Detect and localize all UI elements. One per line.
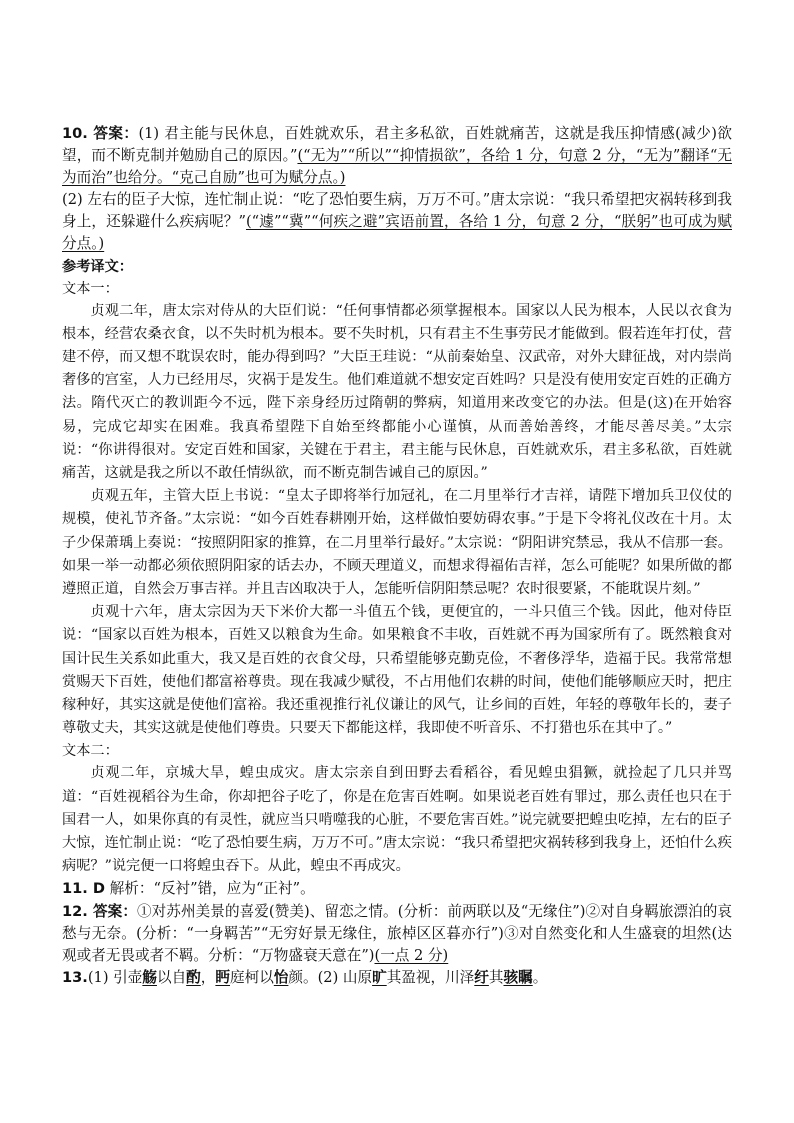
q13-text: 庭柯以 [230, 968, 274, 986]
q13-key-word: 怡 [273, 968, 289, 986]
q13-label: 13. [62, 968, 88, 986]
q13-key-word: 觞 [142, 968, 157, 986]
q12 [62, 901, 732, 967]
q11-label: 11. D [62, 880, 106, 898]
q10-part2-scoring-note: (“遽”“冀”“何疾之避”宾语前置，各给 1 分，句意 2 分，“朕躬”也可成为赋分点。) [62, 213, 732, 253]
q10-part1-scoring-note: (“无为”“所以”“抑情损欲”，各给 1 分，句意 2 分，“无为”翻译“无为而治”也给分。“克己自励”也可为赋分点。) [62, 147, 732, 187]
q13-text: 颜。(2) 山原 [288, 968, 373, 986]
q12-label: 12. 答案： [62, 902, 137, 920]
answer-page [62, 123, 732, 989]
text1-label: 文本一： [62, 280, 119, 297]
q13-text: 其盈视，川泽 [386, 968, 475, 986]
q10-part1-answer: (1) 君主能与民休息，百姓就欢乐，君主多私欲，百姓就痛苦，这就是我压抑情感(减少)欲望，而不断克制并勉励自己的原因。” [62, 125, 733, 165]
q13-text: 其 [488, 968, 504, 986]
reference-translation-heading: 参考译文： [62, 258, 133, 275]
q13-text: 以自 [156, 968, 187, 986]
text1-paragraph-3: 贞观十六年，唐太宗因为天下米价大都一斗值五个钱，更便宜的，一斗只值三个钱。因此，他对侍臣说：“国家以百姓为根本，百姓又以粮食为生命。如果粮食不丰收，百姓就不再为国家所有了。既然粮食对国计民生关系如此重大，我又是百姓的衣食父母，只希望能够克勤克俭，不奢侈浮华，造福于民。我常常想赏赐天下百姓，使他们都富裕尊贵。现在我减少赋役，不占用他们农耕的时间，使他们能够顺应天时，把庄稼种好，其实这就是使他们富裕。我还重视推行礼仪谦让的风气，让乡间的百姓，年轻的尊敬年长的，妻子尊敬丈夫，其实这就是使他们尊贵。只要天下都能这样，我即使不听音乐、不打猎也乐在其中了。” [62, 604, 732, 737]
q12-answer: ①对苏州美景的喜爱(赞美)、留恋之情。(分析：前两联以及“无缘住”)②对自身羁旅漂泊的哀愁与无奈。(分析：“一身羁苦”“无穷好景无缘住，旅棹区区暮亦行”)③对自然变化和人生盛衰的坦然(达观或者无畏或者不羁。分析：“万物盛衰天意在”) [62, 902, 732, 964]
q10-part2-answer: (2) 左右的臣子大惊，连忙制止说：“吃了恐怕要生病，万万不可。”唐太宗说：“我只希望把灾祸转移到我身上，还躲避什么疾病呢？” [62, 191, 732, 231]
q13-text: ， [200, 968, 216, 986]
text2-label: 文本二： [62, 743, 119, 760]
q10-part1 [62, 123, 732, 189]
q10-part2 [62, 189, 732, 255]
text2-paragraph-1: 贞观二年，京城大旱，蝗虫成灾。唐太宗亲自到田野去看稻谷，看见蝗虫猖獗，就捡起了几只并骂道：“百姓视稻谷为生命，你却把谷子吃了，你是在危害百姓啊。如果说老百姓有罪过，那么责任也只在于国君一人，如果你真的有灵性，就应当只啃噬我的心脏，不要危害百姓。”说完就要把蝗虫吃掉，左右的臣子大惊，连忙制止说：“吃了恐怕要生病，万万不可。”唐太宗说：“我只希望把灾祸转移到我身上，还怕什么疾病呢？”说完便一口将蝗虫吞下。从此，蝗虫不再成灾。 [62, 765, 732, 875]
q13-key-word: 眄 [215, 968, 230, 986]
text1-paragraph-1: 贞观二年，唐太宗对侍从的大臣们说：“任何事情都必须掌握根本。国家以人民为根本，人民以衣食为根本，经营农桑衣食，以不失时机为根本。要不失时机，只有君主不生事劳民才能做到。假若连年打仗，营建不停，而又想不耽误农时，能办得到吗？”大臣王珪说：“从前秦始皇、汉武帝，对外大肆征战，对内崇尚奢侈的宫室，人力已经用尽，灾祸于是发生。他们难道就不想安定百姓吗？只是没有使用安定百姓的正确方法。隋代灭亡的教训距今不远，陛下亲身经历过隋朝的弊病，知道用来改变它的办法。但是(这)在开始容易，完成它却实在困难。我真希望陛下自始至终都能小心谨慎，从而善始善终，才能尽善尽美。”太宗说：“你讲得很对。安定百姓和国家，关键在于君主，君主能与民休息，百姓就欢乐，君主多私欲，百姓就痛苦，这就是我之所以不敢任情纵欲，而不断克制告诫自己的原因。” [62, 302, 732, 481]
q13-key-word: 旷 [372, 968, 387, 986]
q13-key-word: 纡 [474, 968, 489, 986]
q13-text: (1) 引壶 [87, 968, 143, 986]
text1-paragraph-2: 贞观五年，主管大臣上书说：“皇太子即将举行加冠礼，在二月里举行才吉祥，请陛下增加兵卫仪仗的规模，使礼节齐备。”太宗说：“如今百姓春耕刚开始，这样做怕要妨碍农事。”于是下令将礼仪改在十月。太子少保萧瑀上奏说：“按照阴阳家的推算，在二月里举行最好。”太宗说：“阴阳讲究禁忌，我从不信那一套。如果一举一动都必须依照阴阳家的话去办，不顾天理道义，而想求得福佑吉祥，怎么可能呢？如果所做的都遵照正道，自然会万事吉祥。并且吉凶取决于人，怎能听信阴阳禁忌呢？农时很要紧，不能耽误片刻。” [62, 488, 732, 597]
q13-key-word: 骇瞩 [503, 968, 533, 986]
q13-key-word: 酌 [186, 968, 201, 986]
q13-text: 。 [532, 968, 548, 986]
q13 [62, 967, 732, 989]
q12-score-note: (一点 2 分) [374, 946, 449, 964]
q11-explanation: 解析：“反衬”错，应为“正衬”。 [105, 880, 315, 898]
q10-label: 10. 答案： [62, 125, 139, 142]
q11 [62, 878, 732, 900]
